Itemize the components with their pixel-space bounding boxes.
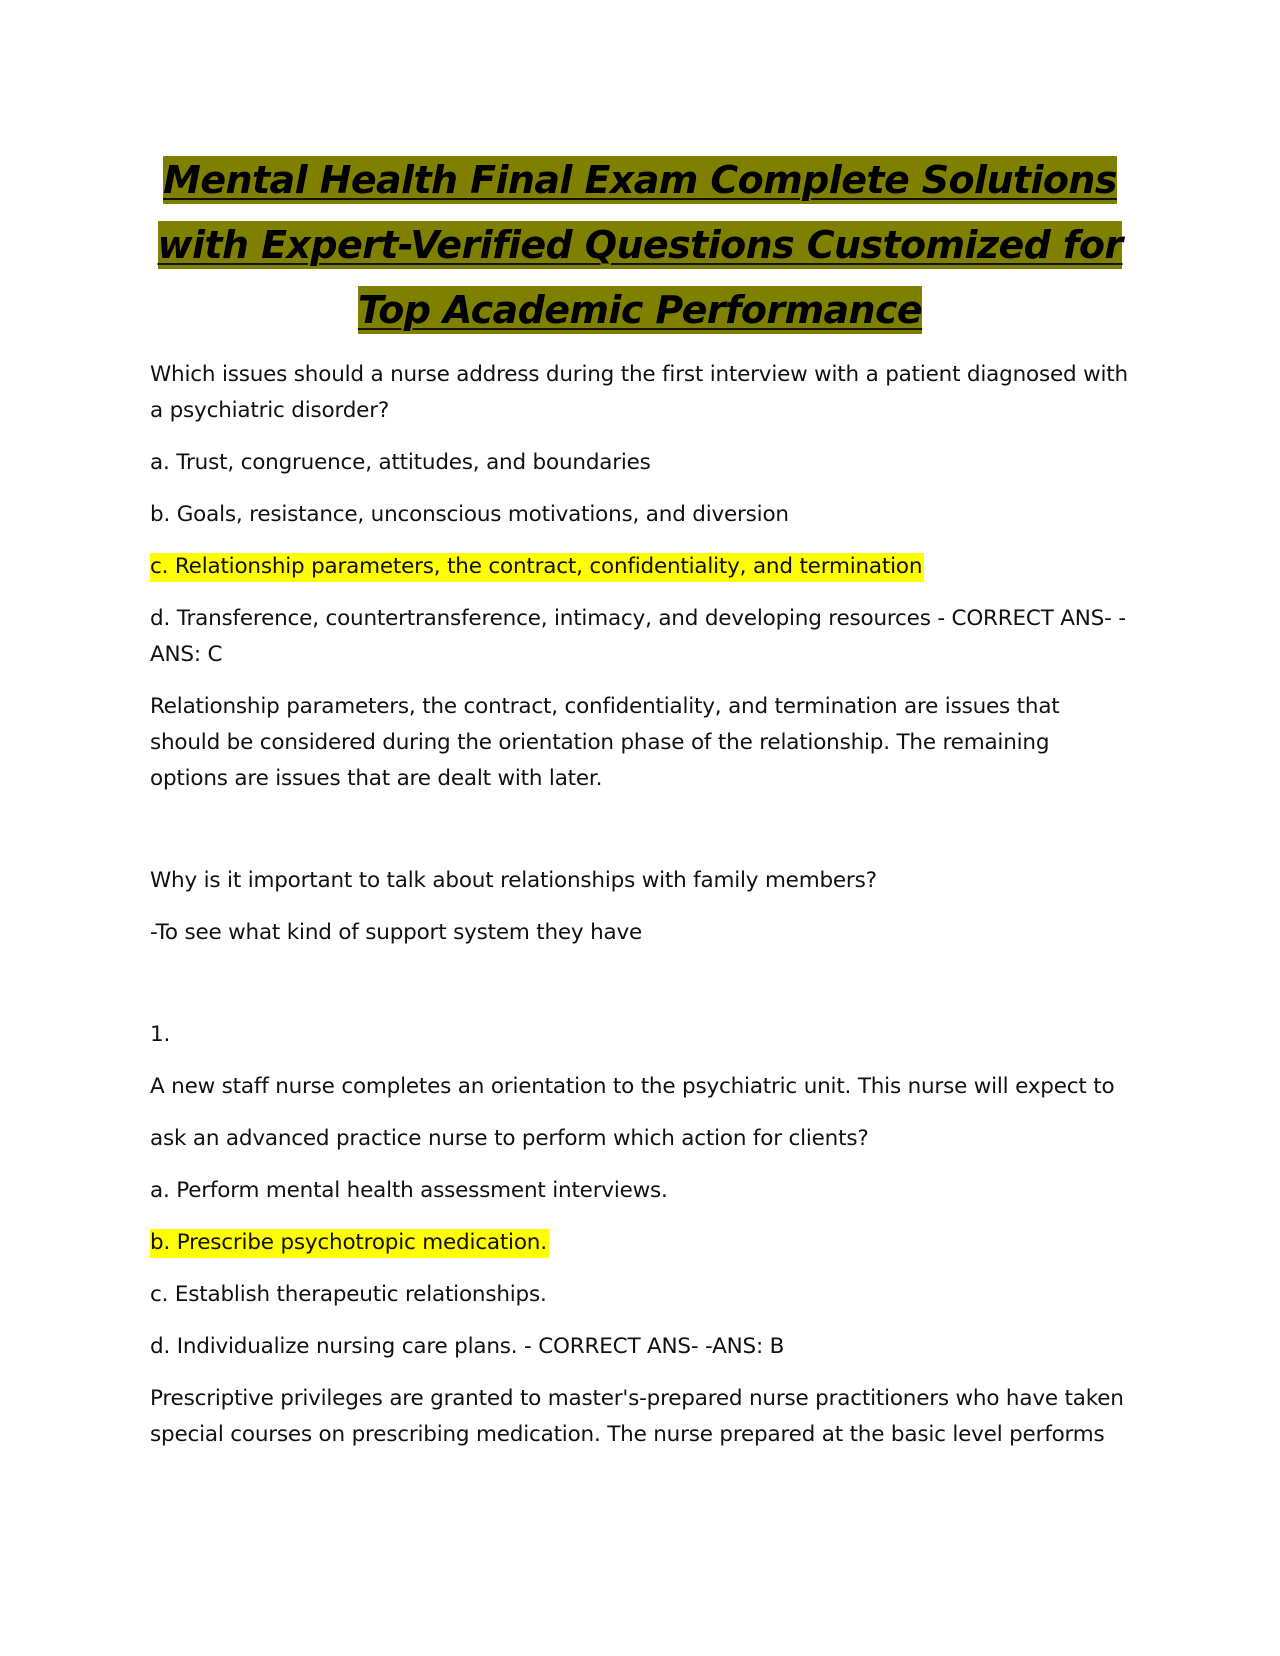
- question-text: Why is it important to talk about relationships with family members?: [150, 868, 877, 893]
- answer-option-d: d. Transference, countertransference, intimacy, and developing resources - CORRECT ANS- -ANS: C: [150, 606, 1126, 667]
- document-page: [150, 148, 1130, 1453]
- title-line-1: Mental Health Final Exam Complete Solutions: [163, 158, 1117, 202]
- answer-option-c: c. Establish therapeutic relationships.: [150, 1282, 547, 1307]
- answer-text: -To see what kind of support system they have: [150, 920, 643, 945]
- correct-answer-highlight: b. Prescribe psychotropic medication.: [150, 1229, 549, 1258]
- title-line-3: Top Academic Performance: [357, 288, 923, 332]
- question-text-line-2: ask an advanced practice nurse to perform which action for clients?: [150, 1126, 869, 1151]
- document-title: [150, 148, 1130, 343]
- answer-option-c-correct: [150, 549, 1130, 585]
- question-number: 1.: [150, 1022, 171, 1047]
- correct-answer-highlight: c. Relationship parameters, the contract, confidentiality, and termination: [150, 553, 924, 582]
- answer-option-a: a. Trust, congruence, attitudes, and boundaries: [150, 450, 651, 475]
- rationale-text: Relationship parameters, the contract, confidentiality, and termination are issues that should be considered during the orientation phase of the relationship. The remaining options are issues that are dealt with later.: [150, 694, 1060, 791]
- question-text: Which issues should a nurse address during the first interview with a patient diagnosed with a psychiatric disorder?: [150, 362, 1128, 423]
- answer-option-b: b. Goals, resistance, unconscious motivations, and diversion: [150, 502, 789, 527]
- question-text-line-1: A new staff nurse completes an orientation to the psychiatric unit. This nurse will expect to: [150, 1074, 1115, 1099]
- rationale-text: Prescriptive privileges are granted to master's-prepared nurse practitioners who have taken special courses on prescribing medication. The nurse prepared at the basic level performs: [150, 1386, 1124, 1447]
- question-block-2: [150, 863, 1130, 951]
- question-block-3: [150, 1017, 1130, 1453]
- question-block-1: [150, 357, 1130, 797]
- answer-option-b-correct: [150, 1225, 1130, 1261]
- answer-option-a: a. Perform mental health assessment interviews.: [150, 1178, 668, 1203]
- title-line-2: with Expert-Verified Questions Customized for: [157, 223, 1123, 267]
- answer-option-d: d. Individualize nursing care plans. - CORRECT ANS- -ANS: B: [150, 1334, 785, 1359]
